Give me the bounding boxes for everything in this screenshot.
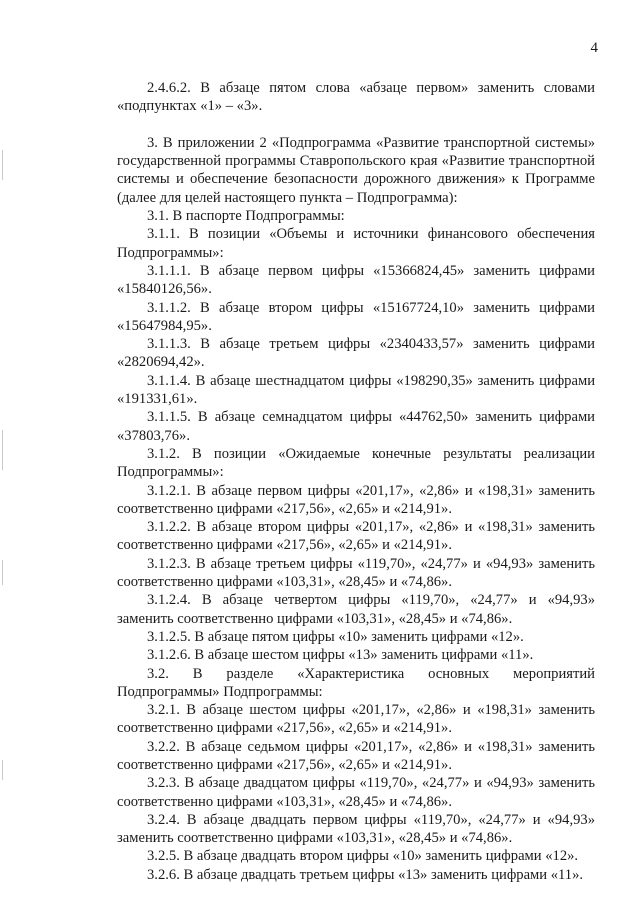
- document-body: [117, 79, 595, 884]
- paragraph-3-2-6: 3.2.6. В абзаце двадцать третьем цифры «13» заменить цифрами «11».: [147, 866, 584, 883]
- paragraph-3-2-2: 3.2.2. В абзаце седьмом цифры «201,17», «2,86» и «198,31» заменить соответственно цифрами «217,56», «2,65» и «214,91».: [117, 738, 595, 773]
- paragraph-3-1-1-5: 3.1.1.5. В абзаце семнадцатом цифры «44762,50» заменить цифрами «37803,76».: [117, 409, 595, 444]
- paragraph-3-1-1-4: 3.1.1.4. В абзаце шестнадцатом цифры «198290,35» заменить цифрами «191331,61».: [117, 372, 595, 408]
- paragraph-3: 3. В приложении 2 «Подпрограмма «Развитие транспортной системы» государственной программы Ставропольского края «Развитие транспортной системы и обеспечение безопасности дорожного движения» к Программе (далее для целей настоящего пункта – Подпрограмма):: [117, 134, 595, 206]
- paragraph-3-2: 3.2. В разделе «Характеристика основных мероприятий Подпрограммы» Подпрограммы:: [117, 665, 595, 700]
- paragraph-3-1-2-6: 3.1.2.6. В абзаце шестом цифры «13» заменить цифрами «11».: [147, 647, 534, 664]
- paragraph-3-1-1-1: 3.1.1.1. В абзаце первом цифры «15366824,45» заменить цифрами «15840126,56».: [117, 262, 595, 298]
- paragraph-3-2-5: 3.2.5. В абзаце двадцать втором цифры «10» заменить цифрами «12».: [147, 848, 579, 865]
- paragraph-3-1-1-3: 3.1.1.3. В абзаце третьем цифры «2340433,57» заменить цифрами «2820694,42».: [117, 336, 595, 371]
- scan-edge-mark: [2, 430, 3, 470]
- paragraph-3-2-1: 3.2.1. В абзаце шестом цифры «201,17», «2,86» и «198,31» заменить соответственно цифрами «217,56», «2,65» и «214,91».: [117, 702, 595, 737]
- paragraph-3-2-3: 3.2.3. В абзаце двадцатом цифры «119,70», «24,77» и «94,93» заменить соответственно цифрами «103,31», «28,45» и «74,86».: [117, 775, 595, 810]
- paragraph-3-1-2-2: 3.1.2.2. В абзаце втором цифры «201,17», «2,86» и «198,31» заменить соответственно цифрами «217,56», «2,65» и «214,91».: [117, 519, 595, 554]
- paragraph-3-1-1-2: 3.1.1.2. В абзаце втором цифры «15167724,10» заменить цифрами «15647984,95».: [117, 299, 595, 334]
- paragraph-2-4-6-2: 2.4.6.2. В абзаце пятом слова «абзаце первом» заменить словами «подпунктах «1» – «3».: [117, 80, 595, 115]
- scan-edge-mark: [2, 760, 3, 780]
- paragraph-3-1-2: 3.1.2. В позиции «Ожидаемые конечные результаты реализации Подпрограммы»:: [117, 445, 595, 481]
- paragraph-3-1-1: 3.1.1. В позиции «Объемы и источники финансового обеспечения Подпрограммы»:: [117, 226, 595, 261]
- paragraph-3-1-2-3: 3.1.2.3. В абзаце третьем цифры «119,70», «24,77» и «94,93» заменить соответственно цифрами «103,31», «28,45» и «74,86».: [117, 555, 595, 591]
- paragraph-3-1-2-1: 3.1.2.1. В абзаце первом цифры «201,17», «2,86» и «198,31» заменить соответственно цифрами «217,56», «2,65» и «214,91».: [117, 482, 595, 517]
- scan-edge-mark: [2, 150, 3, 180]
- page-number: 4: [590, 40, 598, 56]
- paragraph-3-2-4: 3.2.4. В абзаце двадцать первом цифры «119,70», «24,77» и «94,93» заменить соответственно цифрами «103,31», «28,45» и «74,86».: [117, 811, 595, 847]
- paragraph-3-1-2-5: 3.1.2.5. В абзаце пятом цифры «10» заменить цифрами «12».: [147, 628, 524, 645]
- paragraph-3-1-2-4: 3.1.2.4. В абзаце четвертом цифры «119,70», «24,77» и «94,93» заменить соответственно цифрами «103,31», «28,45» и «74,86».: [117, 592, 595, 627]
- paragraph-3-1: 3.1. В паспорте Подпрограммы:: [147, 208, 345, 225]
- scan-edge-mark: [2, 560, 3, 585]
